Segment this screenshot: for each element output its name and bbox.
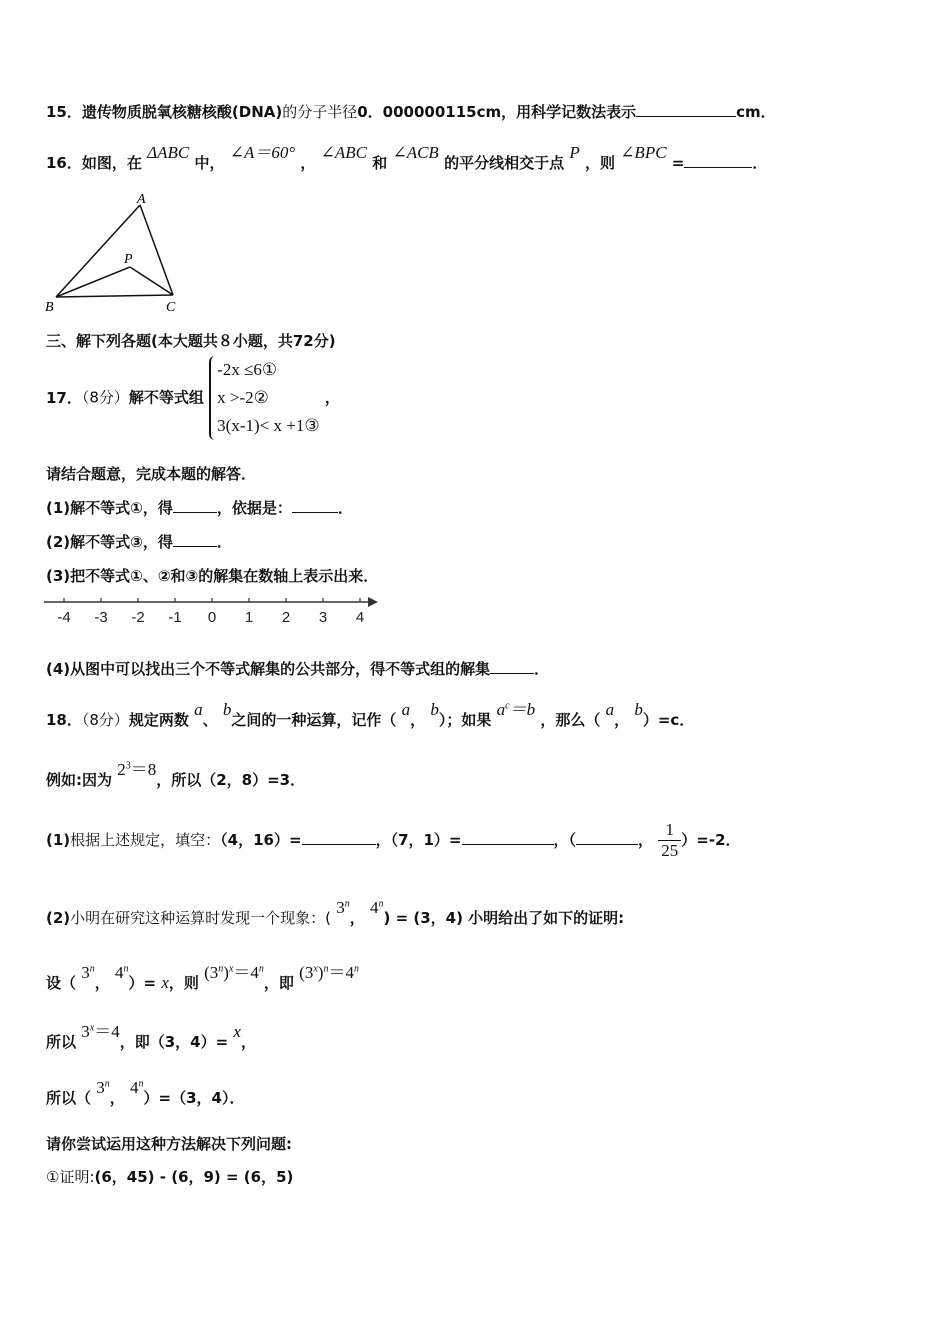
triangle-figure <box>40 190 200 315</box>
edge-BC <box>56 295 173 297</box>
question-18: 18．（8分）规定两数 a、 b之间的一种运算，记作（ a， b）；如果 $a^c=b$ ，那么（ a， b）=c． <box>46 700 695 729</box>
label-P: P <box>124 252 133 267</box>
q18-item1: ①证明:(6，45) - (6，9) = (6，5) <box>46 1168 294 1186</box>
axis-tick-label: -1 <box>168 609 182 626</box>
answer-blank[interactable] <box>173 498 217 513</box>
axis-tick-label: 2 <box>281 609 291 626</box>
answer-blank[interactable] <box>576 830 638 845</box>
q15-number: 15． <box>46 103 82 121</box>
axis-arrow <box>368 597 378 607</box>
q18-sub1: (1)根据上述规定，填空：（4，16）= ，（7，1）= ，（ ， $\frac{1}{25}$ ）=-2． <box>46 820 741 860</box>
question-15: 15．遗传物质脱氧核糖核酸(DNA)的分子半径0．000000115cm，用科学记数法表示 cm． <box>46 103 776 121</box>
answer-blank[interactable] <box>173 532 217 547</box>
answer-blank[interactable] <box>636 102 736 117</box>
q18-example: 例如:因为 $2^3=8$，所以（2，8）=3． <box>46 760 306 789</box>
axis-tick-label: 4 <box>355 609 365 626</box>
q17-intro: 请结合题意，完成本题的解答． <box>46 465 257 483</box>
proof-line-1: 设（ 3$^n$， $4^n)= x$，则 $(3^n)^x=4^n$，即 $(3^x)^n=4^n$ <box>46 963 359 992</box>
fraction: $\frac{1}{25}$ <box>658 820 681 861</box>
q18-try: 请你尝试运用这种方法解决下列问题: <box>46 1135 293 1153</box>
number-line <box>40 594 385 630</box>
answer-blank[interactable] <box>462 830 554 845</box>
axis-tick-label: 3 <box>318 609 328 626</box>
axis-tick-label: -3 <box>94 609 108 626</box>
inequality-system: -2x ≤6① x >-2② 3(x-1)< x +1③ <box>209 356 319 440</box>
edge-AC <box>140 205 173 295</box>
q17-part1: (1)解不等式①，得 ，依据是： ． <box>46 499 353 517</box>
axis-tick-label: -4 <box>57 609 71 626</box>
proof-line-3: 所以（ 3$^n$， $4^n)=(3$，4）． <box>46 1078 245 1107</box>
q17-part3: (3)把不等式①、②和③的解集在数轴上表示出来． <box>46 567 379 585</box>
answer-blank[interactable] <box>490 659 534 674</box>
answer-blank[interactable] <box>302 830 376 845</box>
answer-blank[interactable] <box>292 498 338 513</box>
label-B: B <box>45 300 54 315</box>
section-heading: 三、解下列各题(本大题共８小题，共72分) <box>46 332 336 350</box>
axis-tick-label: 0 <box>207 609 217 626</box>
proof-line-2: 所以 $3^x=4$，即（3，4）= x， <box>46 1022 256 1051</box>
answer-blank[interactable] <box>684 153 752 168</box>
axis-tick-label: 1 <box>244 609 254 626</box>
label-C: C <box>166 300 176 315</box>
axis-tick-label: -2 <box>131 609 145 626</box>
edge-BA <box>56 205 140 297</box>
q18-sub2: (2)小明在研究这种运算时发现一个现象：( 3$^n$， $4^n) = (3$，4) 小明给出了如下的证明: <box>46 898 625 927</box>
label-A: A <box>137 192 146 207</box>
q17-part2: (2)解不等式③，得 ． <box>46 533 232 551</box>
question-17: 17．（8分）解不等式组 -2x ≤6① x >-2② 3(x-1)< x +1③ ， <box>46 356 340 440</box>
bisector-BP <box>56 267 130 297</box>
q17-part4: (4)从图中可以找出三个不等式解集的公共部分，得不等式组的解集 ． <box>46 660 550 678</box>
question-16: 16．如图，在 ΔABC 中， ∠A＝60° ， ∠ABC 和 ∠ACB 的平分线相交于点 P ，则 ∠BPC = ． <box>46 143 768 172</box>
bisector-CP <box>130 267 173 295</box>
